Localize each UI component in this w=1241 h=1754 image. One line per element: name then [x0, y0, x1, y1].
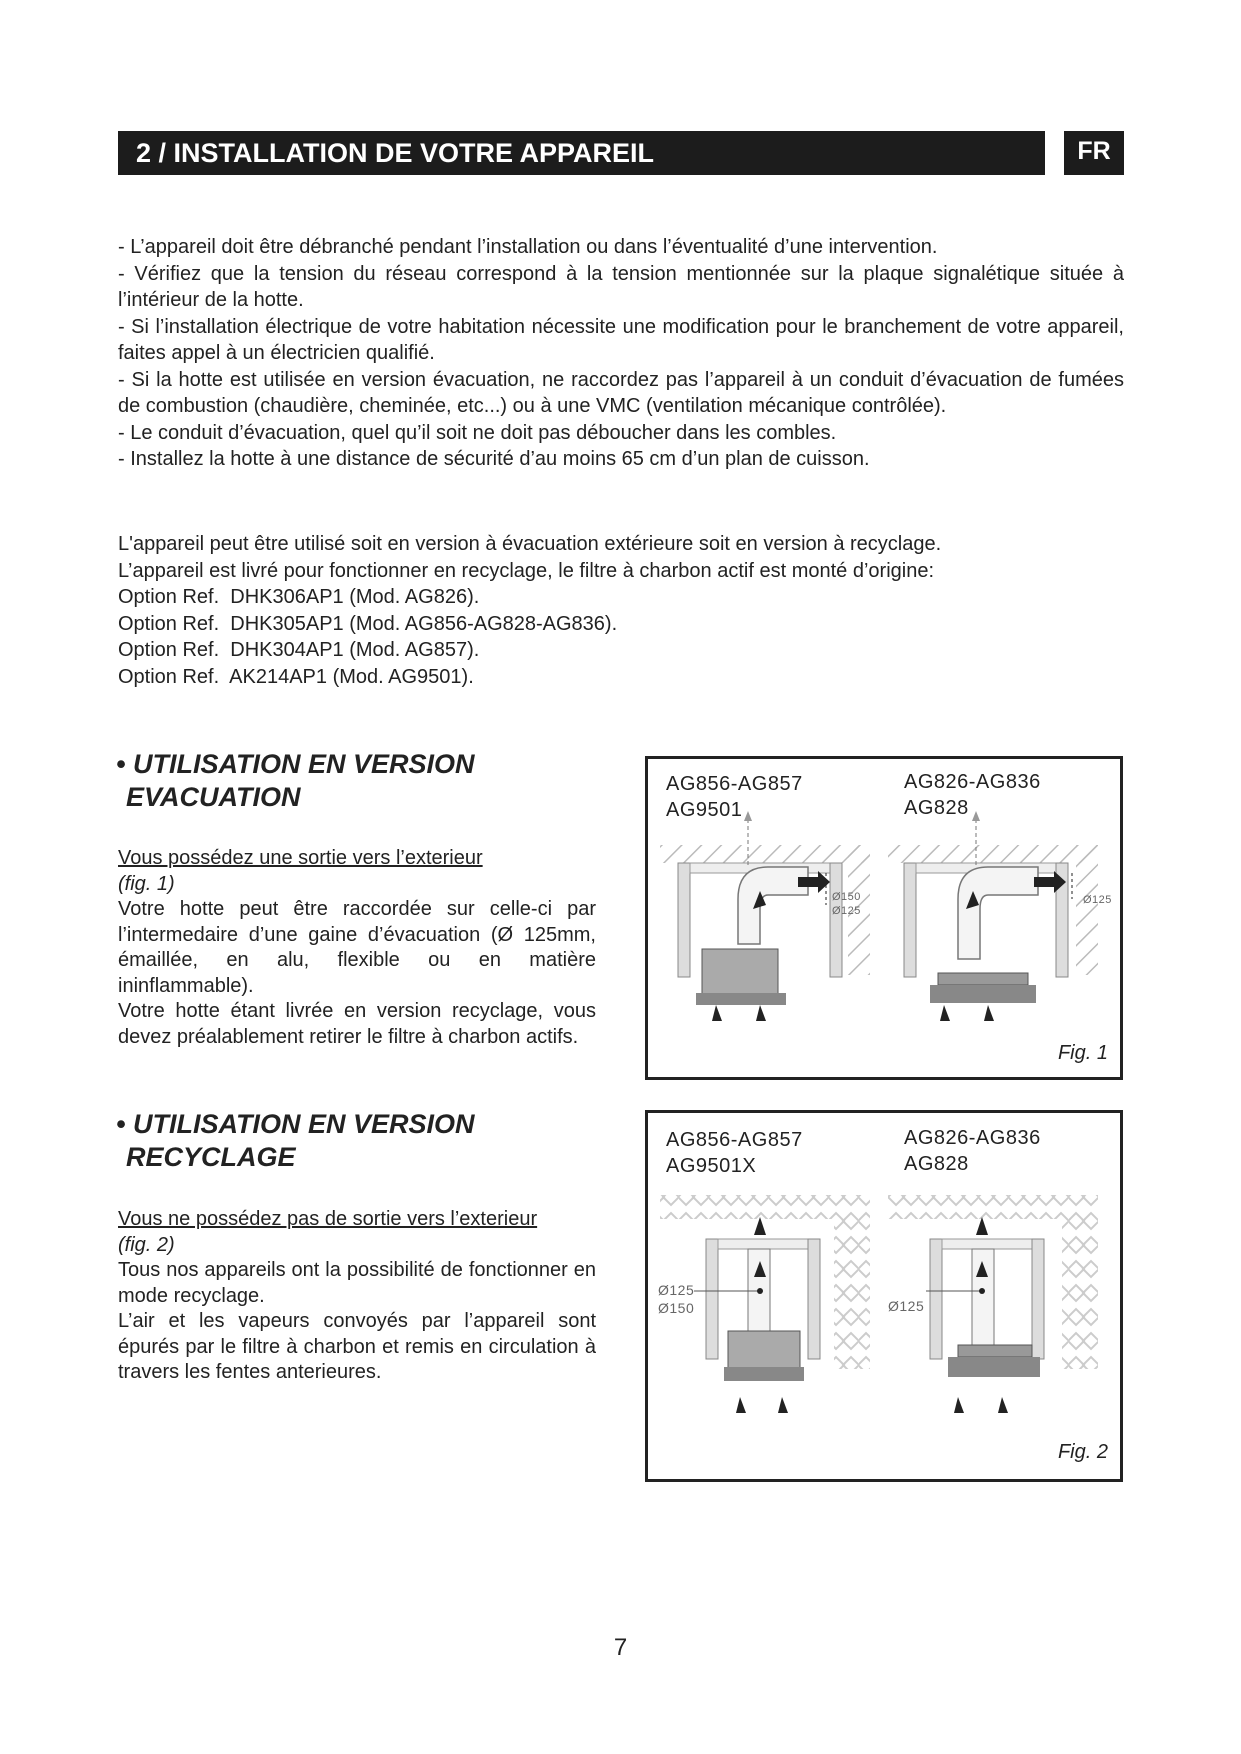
section-header: 2 / INSTALLATION DE VOTRE APPAREIL [118, 131, 1045, 175]
instruction-line: - Installez la hotte à une distance de sécurité d’au moins 65 cm d’un plan de cuisson. [118, 448, 870, 470]
recyclage-title: • UTILISATION EN VERSION RECYCLAGE [116, 1109, 475, 1172]
hood-diagram-right [888, 811, 1098, 1021]
model-label: AG856-AG857 [666, 773, 803, 795]
options-line: L’appareil est livré pour fonctionner en recyclage, le filtre à charbon actif est monté d’origine: [118, 559, 935, 582]
model-label: AG9501X [666, 1155, 757, 1177]
instruction-line: - Vérifiez que la tension du réseau correspond à la tension mentionnée sur la plaque signalétique située à l’intérieur de la hotte. [118, 262, 1124, 311]
option-ref: Option Ref. AK214AP1 (Mod. AG9501). [118, 665, 474, 688]
evacuation-title: • UTILISATION EN VERSION EVACUATION [116, 749, 475, 812]
option-ref: Option Ref. DHK305AP1 (Mod. AG856-AG828-AG836). [118, 612, 618, 635]
model-label: AG9501 [666, 799, 743, 821]
dimension-label: Ø125 [1083, 894, 1112, 906]
model-label: AG826-AG836 [904, 1127, 1041, 1149]
dimension-label: Ø125 [832, 905, 861, 917]
figure-2 [645, 1110, 1123, 1482]
option-ref: Option Ref. DHK304AP1 (Mod. AG857). [118, 639, 480, 661]
figure-caption: Fig. 1 [1057, 1042, 1108, 1064]
options-block [118, 531, 1124, 690]
fig-reference: (fig. 2) [118, 1233, 175, 1256]
recyclage-body [118, 1207, 596, 1386]
evacuation-body [118, 846, 596, 1050]
language-badge: FR [1064, 131, 1124, 175]
instruction-line: - L’appareil doit être débranché pendant l’installation ou dans l’éventualité d’une intervention. [118, 236, 938, 258]
option-ref: Option Ref. DHK306AP1 (Mod. AG826). [118, 586, 480, 608]
evacuation-subtitle: Vous possédez une sortie vers l’exterieur [118, 847, 483, 869]
fig-reference: (fig. 1) [118, 872, 175, 895]
dimension-label: Ø125 [888, 1298, 925, 1314]
model-label: AG856-AG857 [666, 1129, 803, 1151]
instruction-line: - Si l’installation électrique de votre habitation nécessite une modification pour le branchement de votre appareil, faites appel à un électricien qualifié. [118, 315, 1124, 364]
instruction-line: - Le conduit d’évacuation, quel qu’il soit ne doit pas déboucher dans les combles. [118, 421, 837, 444]
instruction-line: - Si la hotte est utilisée en version évacuation, ne raccordez pas l’appareil à un conduit d’évacuation de fumées de combustion (chaudière, cheminée, etc...) ou à une VMC (ventilation mécanique contrôlée). [118, 368, 1124, 417]
model-label: AG826-AG836 [904, 771, 1041, 793]
model-label: AG828 [904, 1153, 969, 1175]
paragraph: Tous nos appareils ont la possibilité de fonctionner en mode recyclage. [118, 1259, 596, 1307]
options-line: L'appareil peut être utilisé soit en version à évacuation extérieure soit en version à recyclage. [118, 533, 942, 555]
paragraph: L’air et les vapeurs convoyés par l’appareil sont épurés par le filtre à charbon et remis en circulation à travers les fentes anterieures. [118, 1310, 596, 1383]
model-label: AG828 [904, 797, 969, 819]
paragraph: Votre hotte peut être raccordée sur celle-ci par l’intermedaire d’une gaine d’évacuation (Ø 125mm, émaillée, en alu, flexible ou en matière ininflammable). [118, 898, 596, 997]
figure-caption: Fig. 2 [1057, 1441, 1108, 1463]
dimension-label: Ø150 [658, 1300, 695, 1316]
safety-instructions [118, 234, 1124, 473]
dimension-label: Ø150 [832, 891, 861, 903]
page-number: 7 [613, 1634, 628, 1661]
recyclage-subtitle: Vous ne possédez pas de sortie vers l’exterieur [118, 1208, 538, 1230]
dimension-label: Ø125 [658, 1282, 695, 1298]
paragraph: Votre hotte étant livrée en version recyclage, vous devez préalablement retirer le filtre à charbon actifs. [118, 1000, 596, 1048]
figure-1 [645, 756, 1123, 1080]
